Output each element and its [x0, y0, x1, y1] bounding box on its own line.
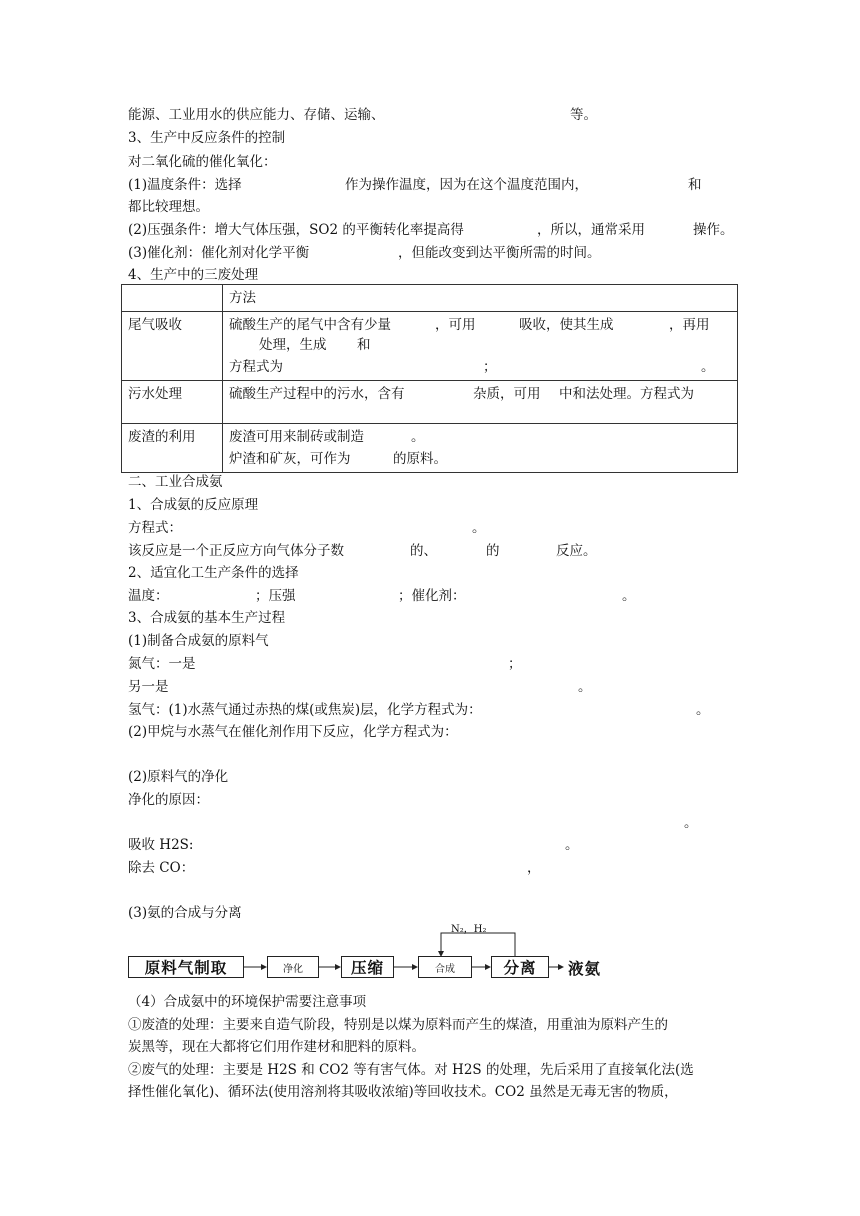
- text-line: 操作。: [693, 222, 734, 238]
- text-line: (3)氨的合成与分离: [128, 905, 242, 921]
- table-cell: 废渣可用来制砖或制造 。 炉渣和矿灰，可作为 的原料。: [223, 424, 738, 473]
- text-line: 。: [622, 588, 636, 604]
- text-line: 的: [486, 543, 500, 559]
- text-line: 。: [684, 815, 698, 831]
- step-compress: 压缩: [341, 956, 394, 978]
- section-heading: 2、适宜化工生产条件的选择: [128, 565, 299, 581]
- row-label: 废渣的利用: [122, 424, 223, 473]
- table-row: [122, 285, 738, 312]
- text-line: (1)温度条件：选择: [128, 177, 242, 193]
- text-line: 温度：: [128, 588, 169, 604]
- text-line: (1)制备合成氨的原料气: [128, 633, 269, 649]
- text-line: 反应。: [556, 543, 597, 559]
- table-cell: [122, 285, 223, 312]
- text-line: (2)原料气的净化: [128, 769, 229, 785]
- text-line: 的、: [410, 543, 437, 559]
- text-line: 除去 CO：: [128, 860, 195, 876]
- text-line: 和: [688, 177, 702, 193]
- text-line: ；压强: [255, 588, 296, 604]
- step-separate: 分离: [491, 956, 549, 978]
- table-cell: 硫酸生产的尾气中含有少量 ，可用 吸收，使其生成 ，再用 处理，生成 和 方程式为 ； 。: [223, 312, 738, 381]
- text-line: 都比较理想。: [128, 199, 209, 215]
- text-line: 炭黑等，现在大都将它们用作建材和肥料的原料。: [128, 1039, 425, 1055]
- text-line: 方程式：: [128, 520, 182, 536]
- text-line: ；催化剂：: [398, 588, 466, 604]
- text-line: 吸收 H2S:: [128, 837, 194, 853]
- text-line: 等。: [570, 107, 597, 123]
- row-label: 污水处理: [122, 381, 223, 424]
- text-line: ②废气的处理：主要是 H2S 和 CO2 等有害气体。对 H2S 的处理，先后采用了直接氧化法(选: [128, 1062, 694, 1078]
- text-line: 作为操作温度，因为在这个温度范围内，: [345, 177, 588, 193]
- text-line: 能源、工业用水的供应能力、存储、运输、: [128, 107, 385, 123]
- step-raw-gas: 原料气制取: [128, 956, 244, 978]
- text-line: 择性催化氧化)、循环法(使用溶剂将其吸收浓缩)等回收技术。CO2 虽然是无毒无害的物质，: [128, 1084, 678, 1100]
- text-line: ，所以，通常采用: [537, 222, 645, 238]
- text-line: （4）合成氨中的环境保护需要注意事项: [128, 994, 367, 1010]
- text-line: (2)甲烷与水蒸气在催化剂作用下反应，化学方程式为：: [128, 724, 458, 740]
- text-line: ①废渣的处理：主要来自造气阶段，特别是以煤为原料而产生的煤渣，用重油为原料产生的: [128, 1017, 668, 1033]
- text-line: 。: [472, 520, 486, 536]
- section-heading: 3、生产中反应条件的控制: [128, 130, 286, 146]
- text-line: 氮气：一是: [128, 656, 196, 672]
- section-heading: 3、合成氨的基本生产过程: [128, 610, 286, 626]
- text-line: (2)压强条件：增大气体压强，SO2 的平衡转化率提高得: [128, 222, 464, 238]
- text-line: ，: [527, 860, 541, 876]
- text-line: ；: [508, 656, 522, 672]
- text-line: 另一是: [128, 679, 169, 695]
- step-purify: 净化: [267, 956, 319, 978]
- text-line: (3)催化剂：催化剂对化学平衡: [128, 245, 310, 261]
- output-liquid-ammonia: 液氨: [568, 959, 602, 978]
- text-line: 。: [565, 837, 579, 853]
- text-line: 该反应是一个正反应方向气体分子数: [128, 543, 344, 559]
- table-header-cell: [223, 285, 738, 312]
- table-header: 方法: [229, 290, 256, 306]
- row-label: 尾气吸收: [122, 312, 223, 381]
- section-heading: 4、生产中的三废处理: [128, 267, 259, 283]
- table-cell: 硫酸生产过程中的污水，含有 杂质，可用 中和法处理。方程式为: [223, 381, 738, 424]
- text-line: 。: [696, 702, 710, 718]
- table-row: [122, 381, 738, 424]
- ammonia-process-flow-diagram: [128, 920, 628, 982]
- text-line: 氢气：(1)水蒸气通过赤热的煤(或焦炭)层，化学方程式为：: [128, 702, 482, 718]
- step-synthesis: 合成: [418, 956, 472, 978]
- text-line: 。: [578, 679, 592, 695]
- text-line: 净化的原因：: [128, 792, 209, 808]
- waste-treatment-table: [121, 284, 738, 473]
- table-row: [122, 424, 738, 473]
- recycle-arrow-icon: [441, 933, 515, 956]
- text-line: ，但能改变到达平衡所需的时间。: [398, 245, 601, 261]
- section-heading: 二、工业合成氨: [128, 474, 223, 490]
- recycle-label: N₂，H₂: [451, 924, 487, 935]
- table-row: [122, 312, 738, 381]
- text-line: 对二氧化硫的催化氧化：: [128, 154, 277, 170]
- section-heading: 1、合成氨的反应原理: [128, 497, 259, 513]
